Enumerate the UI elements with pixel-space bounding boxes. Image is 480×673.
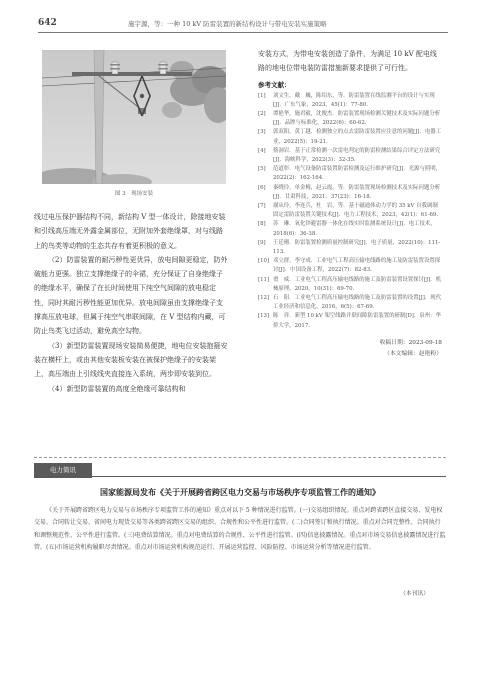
paragraph: （3）新型防雷装置现场安装简易便捷，地电位安装抱箍安装在横杆上，或由其他安装板安装在被保护绝缘子的安装架上，高压端由上引线线夹直接连入系统，两步即安装到位。 <box>34 341 228 379</box>
news-source: （本刊讯） <box>400 591 429 597</box>
page-number: 642 <box>38 18 57 28</box>
badge-underline <box>92 476 446 477</box>
paragraph: 线过电压保护器结构不同，新结构 V 型一体设计，除接地安装和引线高压端无外露金属部位，无附加外套绝缘罩，对与线路上的鸟类等动物的生态共存有着更积极的意义。 <box>34 213 226 250</box>
figure-caption: 图 3 现场安装 <box>114 191 154 197</box>
reference-item: [6] 秦晓玲，单金梅，赵云霞，等．防雷装置现场检测技术及实际问题分析[J]．甘肃科技，2021，37(23)：16-18. <box>258 184 441 200</box>
reference-item: [4] 蔡洞岩．基于正常检测一次雷电判定的防雷检测结果综合评定方法研究[J]．海峡科学，2022(3)：32-35. <box>258 147 441 164</box>
reference-item: [5] 范道彰．电气设备防雷装置防雷检测及运行维护研究[J]．光源与照明，2022(2)：162-164. <box>258 166 442 182</box>
reference-item: [9] 王廷珊．防雷装置检测质量控制研究[J]．电子质量，2022(10)：111-113. <box>258 239 441 256</box>
left-column <box>34 210 228 396</box>
right-column <box>258 47 442 357</box>
reference-item: [3] 郭双阳，黄丁越．检测独立的点去雷防雷装置应注意的问题[J]．电器工业，2022(5)：19-21. <box>258 129 442 145</box>
running-title: 施宇源，等：一种 10 kV 防雷装置的新结构设计与带电安装实施策略 <box>128 20 327 28</box>
reference-item: [1] 刘文生，戴 巍，陈绍东，等．防雷装置在线监测平台的设计与实现[J]．广东气象，2023，45(1)：77-80. <box>258 92 435 108</box>
page-header <box>38 18 448 33</box>
news-body: 《关于开展跨省跨区电力交易与市场秩序专项监管工作的通知》重点对以下 5 种情况进行监管。(一)交易组织情况。重点对跨省跨区直接交易、发电权交易、合同转让交易、省间电力现货交易等各类跨省跨区交易的组织、合规性和公平性进行监管。(二)合同签订和执行情况。重点对合同完整性、合同执行和调整规范性、公平性进行监管。(三)电费结算情况。重点对电费结算的合规性、公平性进行监管。(四)信息披露情况。重点对市场交易信息披露情况进行监管。(五)市场运营机构履职尽责情况。重点对市场运营机构规范运行、开展运营监控、风险防控、市场运营分析等情况进行监管。 <box>34 507 446 551</box>
references-list <box>258 92 442 331</box>
received-date: 收稿日期：2023-09-18 <box>379 339 442 346</box>
reference-item: [8] 苏 琳．氧化锌避雷器一体化在线实时监测系统设计[J]．电工技术，2018(6)：36-38. <box>258 221 436 237</box>
paragraph: （2）防雷装置的耐污秽性更优异，放电间隙更稳定，防外破能力更强。独立支撑绝缘子的伞裙，充分保证了自身绝缘子的绝缘水平，确保了在长时间使用下纯空气间隙的放电稳定性，同时其耐污秽性能更加优异。放电间隙虽由支撑绝缘子支撑高压放电球，但属于纯空气串联间隙，在 V 型结构内藏，可防止鸟类飞过活动，避免高空勾物。 <box>34 255 228 336</box>
references-heading: 参考文献： <box>258 80 291 89</box>
news-title: 国家能源局发布《关于开展跨省跨区电力交易与市场秩序专项监管工作的通知》 <box>100 488 380 497</box>
reference-item: [13] 陈 祥．新型 10 kV 架空线路并联间隙防雷装置的研制[D]．泉州：华侨大学，2017. <box>258 313 441 329</box>
paragraph: 安装方式，为带电安装创造了条件，为满足 10 kV 配电线路的地电位带电装防雷措施新要求提供了可行性。 <box>258 50 437 73</box>
reference-item: [12] 石 阳．工业电气工程高压输电线路的施工及防雷装置的设置[J]．现代工业经济和信息化，2016，6(5)：67-69. <box>258 295 442 311</box>
reference-item: [11] 贾 威．工业电气工程高压输电线路的施工及防雷装置设置探讨[J]．机械原理，2020，10(31)：69-70. <box>258 276 442 292</box>
section-divider <box>34 457 446 458</box>
reference-item: [10] 邓立群，李守成．工业电气工程高压输电线路的施工及防雷装置设置探讨[J]．中国设备工程，2022(7)：82-83. <box>258 258 441 274</box>
editor-note: （本文编辑：赵艳粉） <box>384 350 442 357</box>
figure-photo <box>42 50 226 184</box>
reference-item: [7] 谢从玲，李连兵，杜 岩，等．基于磁通体动力学的 35 kV 自我调制固定雷防雷装置关键技术[J]．电力工程技术，2023，42(1)：61-69. <box>258 203 439 219</box>
paragraph: （4）新型防雷装置的高度全绝缘可靠结构和 <box>48 384 186 393</box>
reference-item: [2] 谭艳华，施君毅，沈俊杰．防雷装置现场检测关键技术及实际问题分析[J]．品牌与标准化，2022(6)：60-62. <box>258 111 441 127</box>
news-badge: 电力简讯 <box>34 463 92 478</box>
